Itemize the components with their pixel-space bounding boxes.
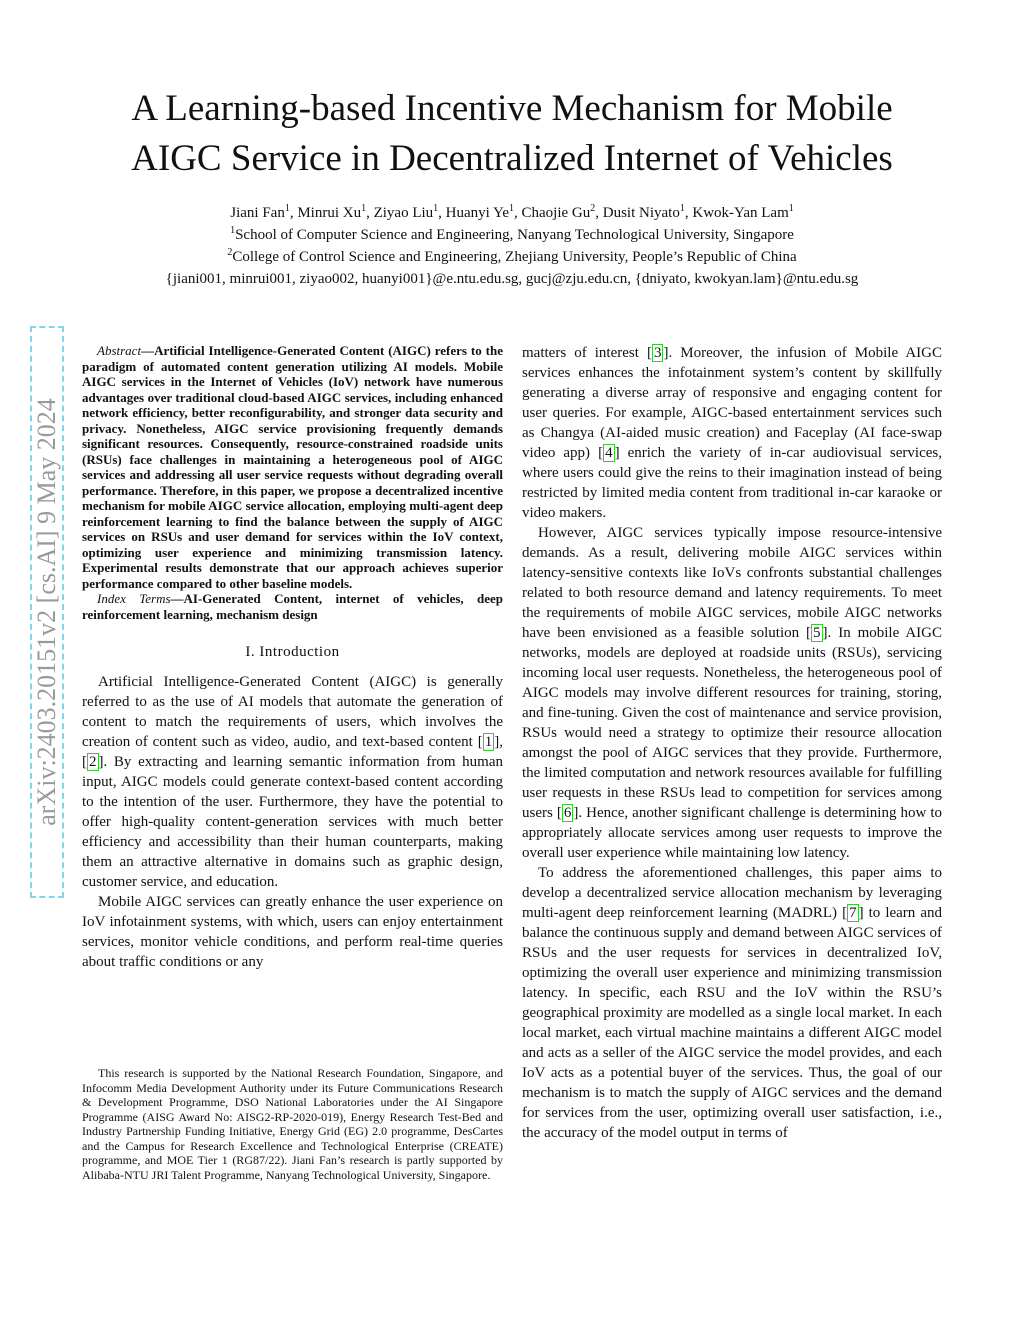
text-span: . By extracting and learning semantic information from human input, AIGC models could generate context-based content according to the intention of the user. Furthermore, they have the potential to offer high-quality content-generation services with much better efficiency and accessibility than their human counterparts, making them an attractive alternative in domains such as graphic design, customer service, and education. [82, 754, 503, 890]
right-paragraph-2: However, AIGC services typically impose resource-intensive demands. As a result, delivering mobile AIGC services within latency-sensitive contexts like IoVs confronts substantial challenges related to both resource demand and latency requirements. To meet the requirements of mobile AIGC services, mobile AIGC networks have been envisioned as a feasible solution [ 5 ]. In mobile AIGC networks, models are deployed at roadside units (RSUs), servicing incoming local user requests. Nonetheless, the heterogeneous pool of AIGC models may involve different resources for training, storing, and fine-tuning. Given the cost of maintenance and service provision, RSUs would need a strategy to optimize their resource allocation amongst the pool of AIGC services that they provide. Furthermore, the limited computation and network resources available for fulfilling user requests in these RSUs lead to competition for services among users [ 6 ]. Hence, another significant challenge is determining how to appropriately allocate services among user requests to improve the overall user experience while maintaining low latency. [522, 525, 942, 861]
abstract-text: —Artificial Intelligence-Generated Content (AIGC) refers to the paradigm of automated content generation utilizing AI models. Mobile AIGC services in the Internet of Vehicles (IoV) network have numerous advantages over traditional cloud-based AIGC services, including enhanced network efficiency, better reconfigurability, and stronger data security and privacy. Nonetheless, AIGC service provisioning frequently demands significant resources. Consequently, resource-constrained roadside units (RSUs) face challenges in maintaining a heterogeneous pool of AIGC services and addressing all user service requests without degrading overall performance. Therefore, in this paper, we propose a decentralized incentive mechanism for mobile AIGC service allocation, employing multi-agent deep reinforcement learning to find the balance between the supply of AIGC services on RSUs and user demand for services within the IoV context, optimizing user experience and minimizing transmission latency. Experimental results demonstrate that our approach achieves superior performance compared to other baseline models. [82, 343, 503, 591]
right-paragraph-3: To address the aforementioned challenges, this paper aims to develop a decentralized service allocation mechanism by leveraging multi-agent deep reinforcement learning (MADRL) [ 7 ] to learn and balance the continuous supply and demand between AIGC services of RSUs and the user requests for services in decentralized IoV, optimizing the overall user experience and minimizing transmission latency. In specific, each RSU and the IoV within the RSU’s geographical proximity are modelled as a single local market. In each local market, each virtual machine maintains a different AIGC model and acts as a seller of the AIGC service the model provides, and each IoV acts as a potential buyer of the services. Thus, the goal of our mechanism is to match the supply of AIGC services and the demand for services from the user, optimizing overall user satisfaction, i.e., the accuracy of the model output in terms of [522, 865, 942, 1141]
left-column [82, 343, 503, 972]
text-span: However, AIGC services typically impose resource-intensive demands. As a result, delivering mobile AIGC services within latency-sensitive contexts like IoVs confronts substantial challenges related to both resource demand and latency requirements. To meet the requirements of mobile AIGC services, mobile AIGC networks have been envisioned as a feasible solution [522, 525, 942, 641]
abstract [82, 343, 503, 622]
citation-link-2[interactable]: 2 [89, 754, 97, 770]
title-line-1: A Learning-based Incentive Mechanism for Mobile [131, 88, 893, 129]
affiliation-1: $^1$School of Computer Science and Engineering, Nanyang Technological University, Singapore [230, 225, 794, 243]
funding-footnote [82, 1066, 503, 1182]
text-span: enrich the variety of in-car audiovisual services, where users could give the reins to their imagination instead of being restricted by limited media content from traditional in-car karaoke or video makers. [522, 445, 942, 521]
arxiv-stamp[interactable] [30, 326, 64, 898]
citation-link-6[interactable]: 6 [563, 805, 572, 821]
citation-link-1[interactable]: 1 [484, 734, 493, 750]
citation-link-5[interactable]: 5 [813, 625, 821, 641]
text-span: . Hence, another significant challenge is determining how to appropriately allocate services among user requests to improve the overall user experience while maintaining low latency. [522, 805, 942, 861]
text-span: matters of interest [522, 345, 647, 361]
text-span: Artificial Intelligence-Generated Content (AIGC) is generally referred to as the use of AI models that automate the generation of content to match the requirements of users, which involves the creation of content such as video, audio, and text-based content [82, 674, 503, 750]
text-span: . In mobile AIGC networks, models are deployed at roadside units (RSUs), servicing incoming local user requests. Nonetheless, the heterogeneous pool of AIGC models may involve different resources for training, storing, and fine-tuning. Given the cost of maintenance and service provision, RSUs would need a strategy to optimize their resource allocation amongst the pool of AIGC services that they provide. Furthermore, the limited computation and network resources available for fulfilling user requests in these RSUs lead to competition for services among users [522, 625, 942, 821]
abstract-paragraph [82, 343, 503, 591]
index-terms-label: Index Terms [97, 591, 171, 606]
arxiv-id[interactable]: arXiv:2403.20151v2 [cs.AI] 9 May 2024 [32, 398, 61, 826]
citation-link-7[interactable]: 7 [849, 905, 857, 921]
right-paragraph-1: matters of interest [ 3 ]. Moreover, the infusion of Mobile AIGC services enhances the infotainment system’s content by skillfully generating a diverse array of responsive and engaging content for user queries. For example, AIGC-based entertainment services such as Changya (AI-aided music creation) and Faceplay (AI face-swap video app) [ 4 ] enrich the variety of in-car audiovisual services, where users could give the reins to their imagination instead of being restricted by limited media content from traditional in-car karaoke or video makers. [522, 345, 942, 521]
author-list: Jiani Fan$^1$, Minrui Xu$^1$, Ziyao Liu$^1$, Huanyi Ye$^1$, Chaojie Gu$^2$, Dusit Niyato$^1$, Kwok-Yan Lam$^1$ [230, 203, 794, 221]
footnote-text: This research is supported by the National Research Foundation, Singapore, and Infocomm Media Development Authority under its Future Communications Research & Development Programme, DSO National Laboratories under the AI Singapore Programme (AISG Award No: AISG2-RP-2020-019), Energy Research Test-Bed and Industry Partnership Funding Initiative, Energy Grid (EG) 2.0 programme, DesCartes and the Campus for Research Excellence and Technological Enterprise (CREATE) programme, and MOE Tier 1 (RG87/22). Jiani Fan’s research is partly supported by Alibaba-NTU JRI Talent Programme, Nanyang Technological University, Singapore. [82, 1066, 503, 1182]
title-line-2: AIGC Service in Decentralized Internet of Vehicles [131, 138, 893, 179]
abstract-label: Abstract [97, 343, 142, 358]
author-emails: {jiani001, minrui001, ziyao002, huanyi001}@e.ntu.edu.sg, gucj@zju.edu.cn, {dniyato, kwokyan.lam}@ntu.edu.sg [165, 271, 859, 287]
index-terms-text: —AI-Generated Content, internet of vehicles, deep reinforcement learning, mechanism design [82, 591, 503, 622]
author-block [0, 202, 1024, 290]
text-span: . Moreover, the infusion of Mobile AIGC services enhances the infotainment system’s content by skillfully generating a diverse array of responsive and engaging content for user queries. For example, AIGC-based entertainment services such as Changya (AI-aided music creation) and Faceplay (AI face-swap video app) [522, 345, 942, 461]
text-span: To address the aforementioned challenges, this paper aims to develop a decentralized service allocation mechanism by leveraging multi-agent deep reinforcement learning (MADRL) [522, 865, 942, 921]
text-span: to learn and balance the continuous supply and demand between AIGC services of RSUs and the user requests for services in decentralized IoV, optimizing the overall user experience and minimizing transmission latency. In specific, each RSU and the IoV within the RSU’s geographical proximity are modelled as a single local market. In each local market, each virtual machine maintains a different AIGC model and acts as a seller of the AIGC service the model provides, and each IoV acts as a potential buyer of the services. Thus, the goal of our mechanism is to match the supply of AIGC services and the demand for services from the user, optimizing overall user satisfaction, i.e., the accuracy of the model output in terms of [522, 905, 942, 1141]
index-terms [82, 591, 503, 622]
intro-paragraph-2: Mobile AIGC services can greatly enhance the user experience on IoV infotainment systems, with which, users can enjoy entertainment services, monitor vehicle conditions, and perform real-time queries about traffic conditions or any [82, 894, 503, 970]
intro-paragraph-1: Artificial Intelligence-Generated Content (AIGC) is generally referred to as the use of AI models that automate the generation of content to match the requirements of users, which involves the creation of content such as video, audio, and text-based content [ 1 ], [ 2 ]. By extracting and learning semantic information from human input, AIGC models could generate context-based content according to the intention of the user. Furthermore, they have the potential to offer high-quality content-generation services with much better efficiency and accessibility than their human counterparts, making them an attractive alternative in domains such as graphic design, customer service, and education. [82, 674, 503, 890]
paper-title [0, 84, 1024, 184]
section-heading-introduction: I. Introduction [245, 644, 340, 660]
affiliation-2: $^2$College of Control Science and Engineering, Zhejiang University, People’s Republic of China [227, 247, 797, 265]
citation-link-4[interactable]: 4 [605, 445, 613, 461]
citation-link-3[interactable]: 3 [653, 345, 662, 361]
right-column [522, 343, 942, 1143]
